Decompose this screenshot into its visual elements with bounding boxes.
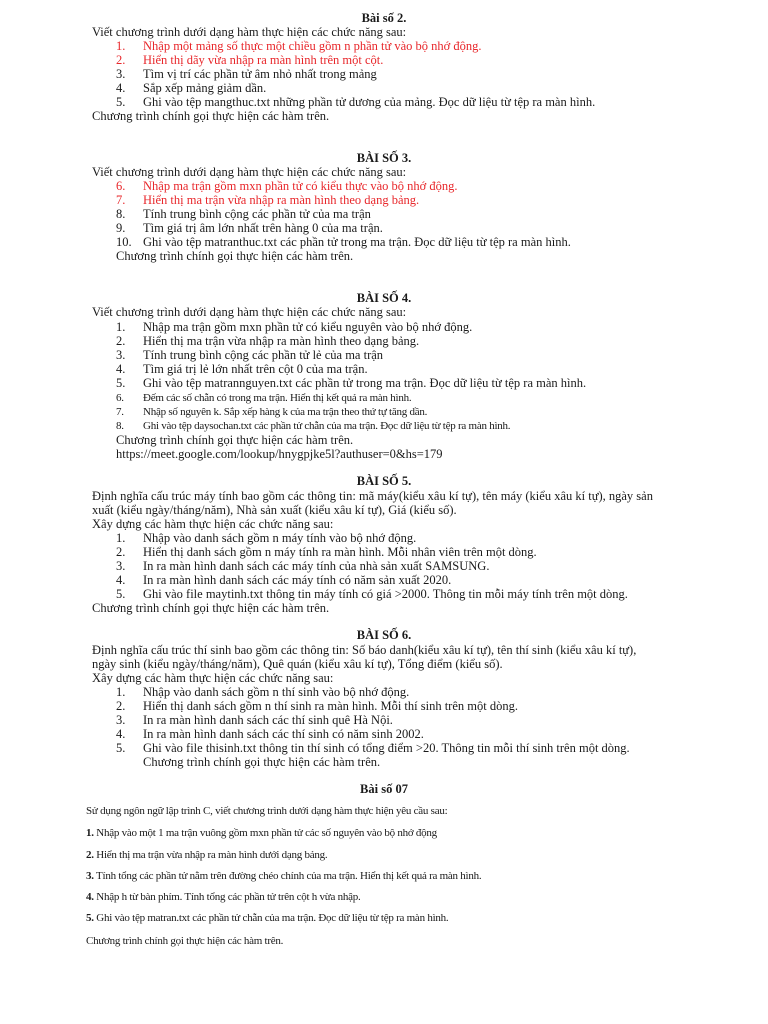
heading-bai-6: BÀI SỐ 6. (356, 628, 412, 642)
b5-item-5: 5. Ghi vào file maytinh.txt thông tin máy tính có giá >2000. Thông tin mỗi máy tính trên một dòng. (116, 587, 628, 601)
b2-item-1: 1. Nhập một mảng số thực một chiều gồm n phần tử vào bộ nhớ động. (116, 39, 482, 53)
b7-item-2: 2. Hiển thị ma trận vừa nhập ra màn hình dưới dạng bảng. (86, 849, 328, 861)
b5-intro: Xây dựng các hàm thực hiện các chức năng sau: (92, 517, 334, 531)
b6-item-1: 1. Nhập vào danh sách gồm n thí sinh vào bộ nhớ động. (116, 685, 410, 699)
b7-intro: Sử dụng ngôn ngữ lập trình C, viết chương trình dưới dạng hàm thực hiện yêu cầu sau: (86, 805, 448, 817)
b5-item-1: 1. Nhập vào danh sách gồm n máy tính vào bộ nhớ động. (116, 531, 417, 545)
b6-intro: Xây dựng các hàm thực hiện các chức năng sau: (92, 671, 334, 685)
b4-item-7: 7. Nhập số nguyên k. Sắp xếp hàng k của ma trận theo thứ tự tăng dần. (116, 406, 428, 418)
b3-item-8: 8. Tính trung bình cộng các phần tử của ma trận (116, 207, 371, 221)
b5-definition-line-1: Định nghĩa cấu trúc máy tính bao gồm các thông tin: mã máy(kiểu xâu kí tự), tên máy (kiểu xâu kí tự), ngày sản (92, 489, 653, 503)
b5-closing: Chương trình chính gọi thực hiện các hàm trên. (92, 601, 330, 615)
b4-item-1: 1. Nhập ma trận gồm mxn phần tử có kiểu nguyên vào bộ nhớ động. (116, 320, 473, 334)
b2-item-4: 4. Sắp xếp mảng giảm dần. (116, 81, 267, 95)
b7-closing: Chương trình chính gọi thực hiện các hàm trên. (86, 935, 284, 947)
b4-closing: Chương trình chính gọi thực hiện các hàm trên. (116, 433, 354, 447)
heading-bai-5: BÀI SỐ 5. (356, 474, 412, 488)
b4-item-3: 3. Tính trung bình cộng các phần tử lẻ của ma trận (116, 348, 384, 362)
b4-item-5: 5. Ghi vào tệp matrannguyen.txt các phần tử trong ma trận. Đọc dữ liệu từ tệp ra màn hình. (116, 376, 587, 390)
b4-item-8: 8. Ghi vào tệp daysochan.txt các phần tử chẵn của ma trận. Đọc dữ liệu từ tệp ra màn hình. (116, 420, 511, 432)
b4-item-6: 6. Đếm các số chẵn có trong ma trận. Hiển thị kết quả ra màn hình. (116, 392, 412, 404)
b6-closing: Chương trình chính gọi thực hiện các hàm trên. (143, 755, 381, 769)
b4-item-2: 2. Hiển thị ma trận vừa nhập ra màn hình theo dạng bảng. (116, 334, 420, 348)
b6-item-2: 2. Hiển thị danh sách gồm n thí sinh ra màn hình. Mỗi thí sinh trên một dòng. (116, 699, 518, 713)
heading-bai-4: BÀI SỐ 4. (356, 291, 412, 305)
b5-item-4: 4. In ra màn hình danh sách các máy tính có năm sản xuất 2020. (116, 573, 452, 587)
b3-closing: Chương trình chính gọi thực hiện các hàm trên. (116, 249, 354, 263)
heading-bai-3: BÀI SỐ 3. (356, 151, 412, 165)
b2-intro: Viết chương trình dưới dạng hàm thực hiện các chức năng sau: (92, 25, 407, 39)
b3-item-6: 6. Nhập ma trận gồm mxn phần tử có kiểu thực vào bộ nhớ động. (116, 179, 458, 193)
b7-item-4: 4. Nhập h từ bàn phím. Tính tổng các phần tử trên cột h vừa nhập. (86, 891, 361, 903)
b6-definition-line-1: Định nghĩa cấu trúc thí sinh bao gồm các thông tin: Số báo danh(kiểu xâu kí tự), tên thí sinh (kiểu xâu kí tự), (92, 643, 637, 657)
meet-link[interactable]: https://meet.google.com/lookup/hnygpjke5l?authuser=0&hs=179 (116, 447, 443, 461)
b3-item-10: 10. Ghi vào tệp matranthuc.txt các phần tử trong ma trận. Đọc dữ liệu từ tệp ra màn hình. (116, 235, 571, 249)
b6-item-3: 3. In ra màn hình danh sách các thí sinh quê Hà Nội. (116, 713, 393, 727)
b2-item-3: 3. Tìm vị trí các phần tử âm nhỏ nhất trong mảng (116, 67, 377, 81)
b7-item-3: 3. Tính tổng các phần tử nằm trên đường chéo chính của ma trận. Hiển thị kết quả ra màn hình. (86, 870, 482, 882)
b2-item-5: 5. Ghi vào tệp mangthuc.txt những phần tử dương của mảng. Đọc dữ liệu từ tệp ra màn hình. (116, 95, 596, 109)
b2-item-2: 2. Hiển thị dãy vừa nhập ra màn hình trên một cột. (116, 53, 384, 67)
b3-item-9: 9. Tìm giá trị âm lớn nhất trên hàng 0 của ma trận. (116, 221, 383, 235)
b4-intro: Viết chương trình dưới dạng hàm thực hiện các chức năng sau: (92, 305, 407, 319)
b5-item-2: 2. Hiển thị danh sách gồm n máy tính ra màn hình. Mỗi nhân viên trên một dòng. (116, 545, 537, 559)
b4-item-4: 4. Tìm giá trị lẻ lớn nhất trên cột 0 của ma trận. (116, 362, 368, 376)
heading-bai-2: Bài số 2. (361, 11, 407, 25)
heading-bai-7: Bài số 07 (360, 782, 408, 796)
b3-item-7: 7. Hiển thị ma trận vừa nhập ra màn hình theo dạng bảng. (116, 193, 420, 207)
b5-definition-line-2: xuất (kiểu ngày/tháng/năm), Nhà sản xuất (kiểu xâu kí tự), Giá (kiểu số). (92, 503, 457, 517)
b3-intro: Viết chương trình dưới dạng hàm thực hiện các chức năng sau: (92, 165, 407, 179)
b6-item-4: 4. In ra màn hình danh sách các thí sinh có năm sinh 2002. (116, 727, 424, 741)
b5-item-3: 3. In ra màn hình danh sách các máy tính của nhà sản xuất SAMSUNG. (116, 559, 490, 573)
b7-item-5: 5. Ghi vào tệp matran.txt các phần tử chẵn của ma trận. Đọc dữ liệu từ tệp ra màn hình. (86, 912, 449, 924)
b6-definition-line-2: ngày sinh (kiểu ngày/tháng/năm), Quê quán (kiểu xâu kí tự), Tổng điểm (kiểu số). (92, 657, 503, 671)
b2-closing: Chương trình chính gọi thực hiện các hàm trên. (92, 109, 330, 123)
b6-item-5: 5. Ghi vào file thisinh.txt thông tin thí sinh có tổng điểm >20. Thông tin mỗi thí sinh trên một dòng. (116, 741, 630, 755)
b7-item-1: 1. Nhập vào một 1 ma trận vuông gồm mxn phần tử các số nguyên vào bộ nhớ động (86, 827, 437, 839)
